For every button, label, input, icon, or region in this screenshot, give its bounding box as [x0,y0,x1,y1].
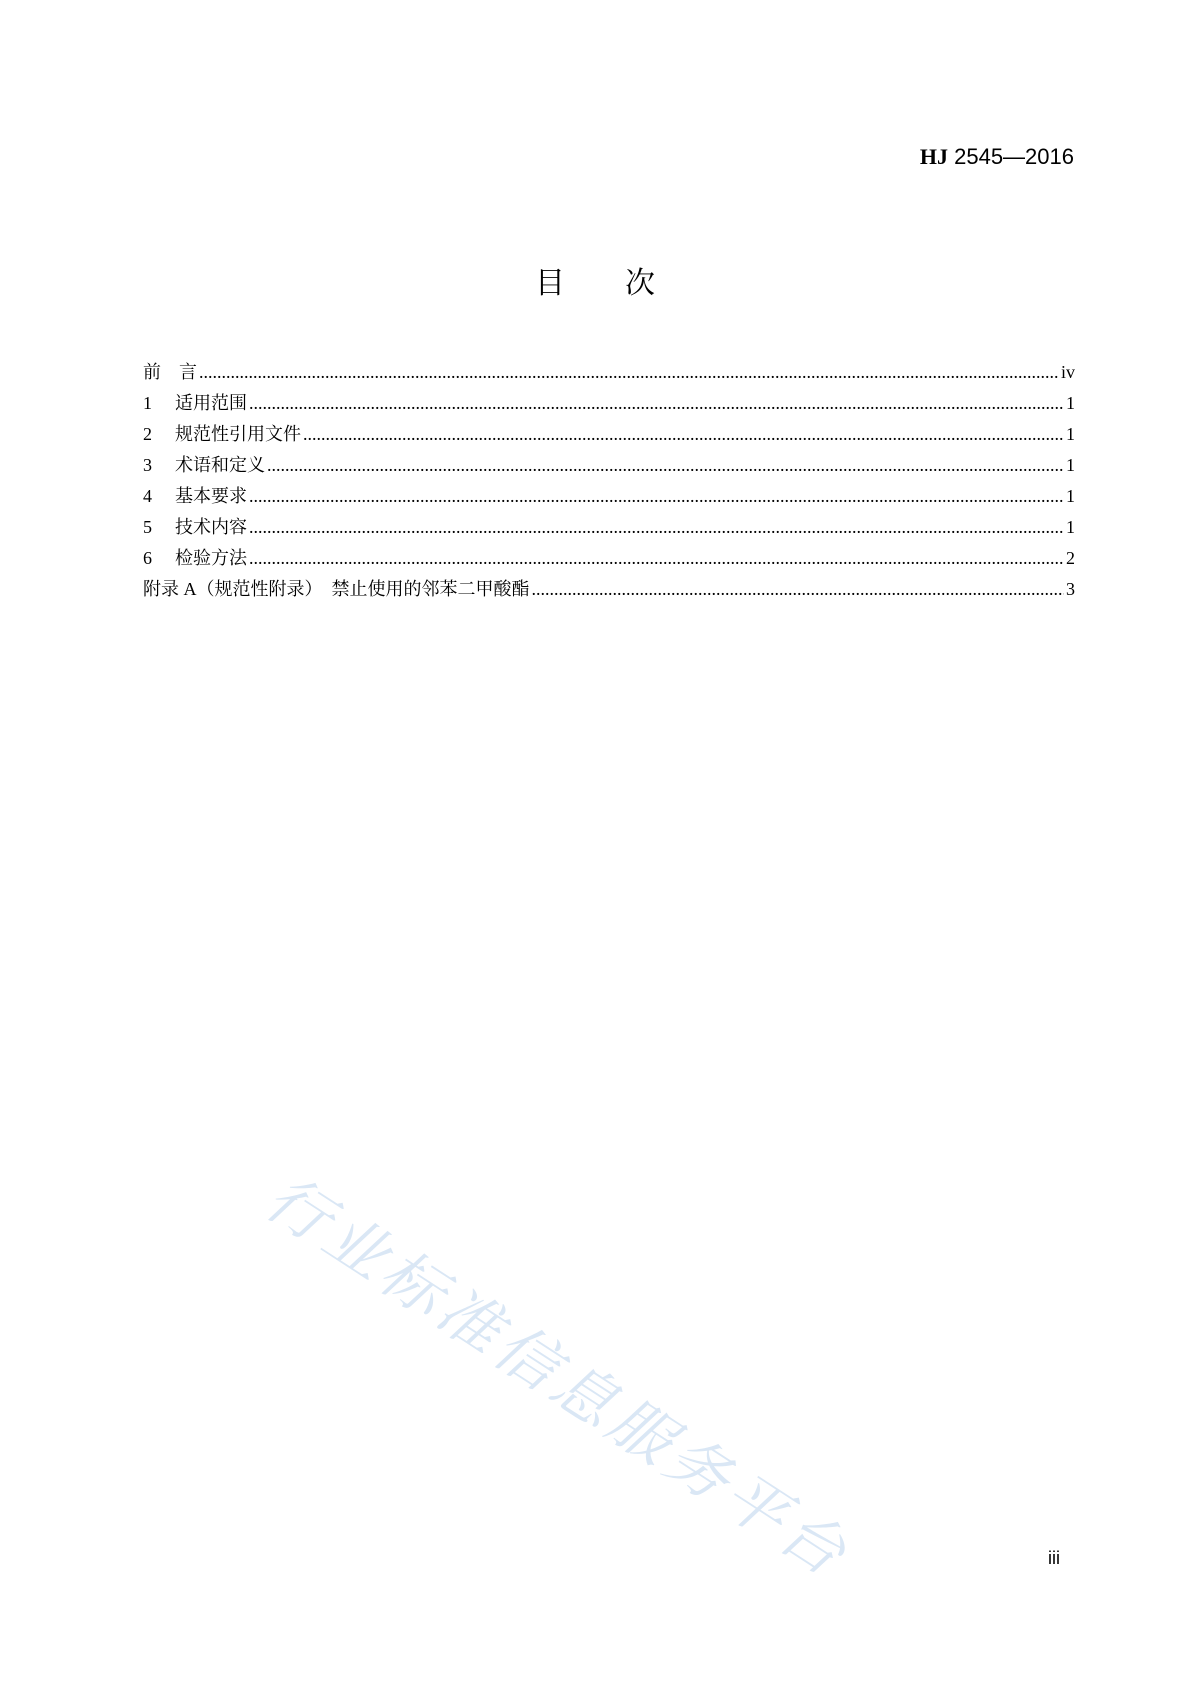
toc-entry-number: 2 [143,424,152,444]
toc-leader-dots [532,579,1065,600]
toc-entry-label: 规范性引用文件 [175,424,301,444]
page-number: iii [1048,1548,1060,1568]
toc-entry-label: 术语和定义 [175,455,265,475]
document-code [920,144,1074,170]
toc-leader-dots [249,548,1064,569]
toc-leader-dots [199,362,1059,383]
toc-entry-number: 1 [143,393,152,413]
toc-entry-technical-content[interactable] [143,513,1075,544]
toc-entry-label: 基本要求 [175,486,247,506]
toc-leader-dots [249,393,1064,414]
document-code-prefix: HJ [919,144,948,169]
toc-entry-label: 技术内容 [175,517,247,537]
toc-entry-page: 1 [1066,517,1075,537]
toc-entry-test-methods[interactable] [143,544,1075,575]
toc-entry-number: 3 [143,455,152,475]
toc-leader-dots [267,455,1064,476]
toc-entry-label: 适用范围 [175,393,247,413]
toc-entry-number: 5 [143,517,152,537]
toc-leader-dots [249,486,1064,507]
toc-entry-foreword[interactable] [143,358,1075,389]
watermark-text: 行业标准信息服务平台 [253,1160,864,1593]
toc-entry-label: 附录 A（规范性附录） 禁止使用的邻苯二甲酸酯 [143,579,530,599]
toc-entry-page: 1 [1066,486,1075,506]
document-code-number: 2545—2016 [954,144,1074,169]
toc-entry-label: 前 言 [143,362,197,382]
toc-leader-dots [303,424,1064,445]
toc-leader-dots [249,517,1064,538]
toc-entry-scope[interactable] [143,389,1075,420]
toc-entry-normative-references[interactable] [143,420,1075,451]
toc-entry-label: 检验方法 [175,548,247,568]
toc-entry-number: 6 [143,548,152,568]
toc-entry-page: 3 [1066,579,1075,599]
toc-entry-basic-requirements[interactable] [143,482,1075,513]
toc-entry-page: 1 [1066,424,1075,444]
toc-entry-page: iv [1060,362,1075,382]
toc-entry-number: 4 [143,486,152,506]
toc-entry-page: 2 [1066,548,1075,568]
toc-entry-page: 1 [1066,393,1075,413]
toc-entry-page: 1 [1066,455,1075,475]
table-of-contents [143,358,1075,606]
toc-entry-appendix-a[interactable] [143,575,1075,606]
toc-title: 目次 [535,266,715,301]
toc-entry-terms-definitions[interactable] [143,451,1075,482]
